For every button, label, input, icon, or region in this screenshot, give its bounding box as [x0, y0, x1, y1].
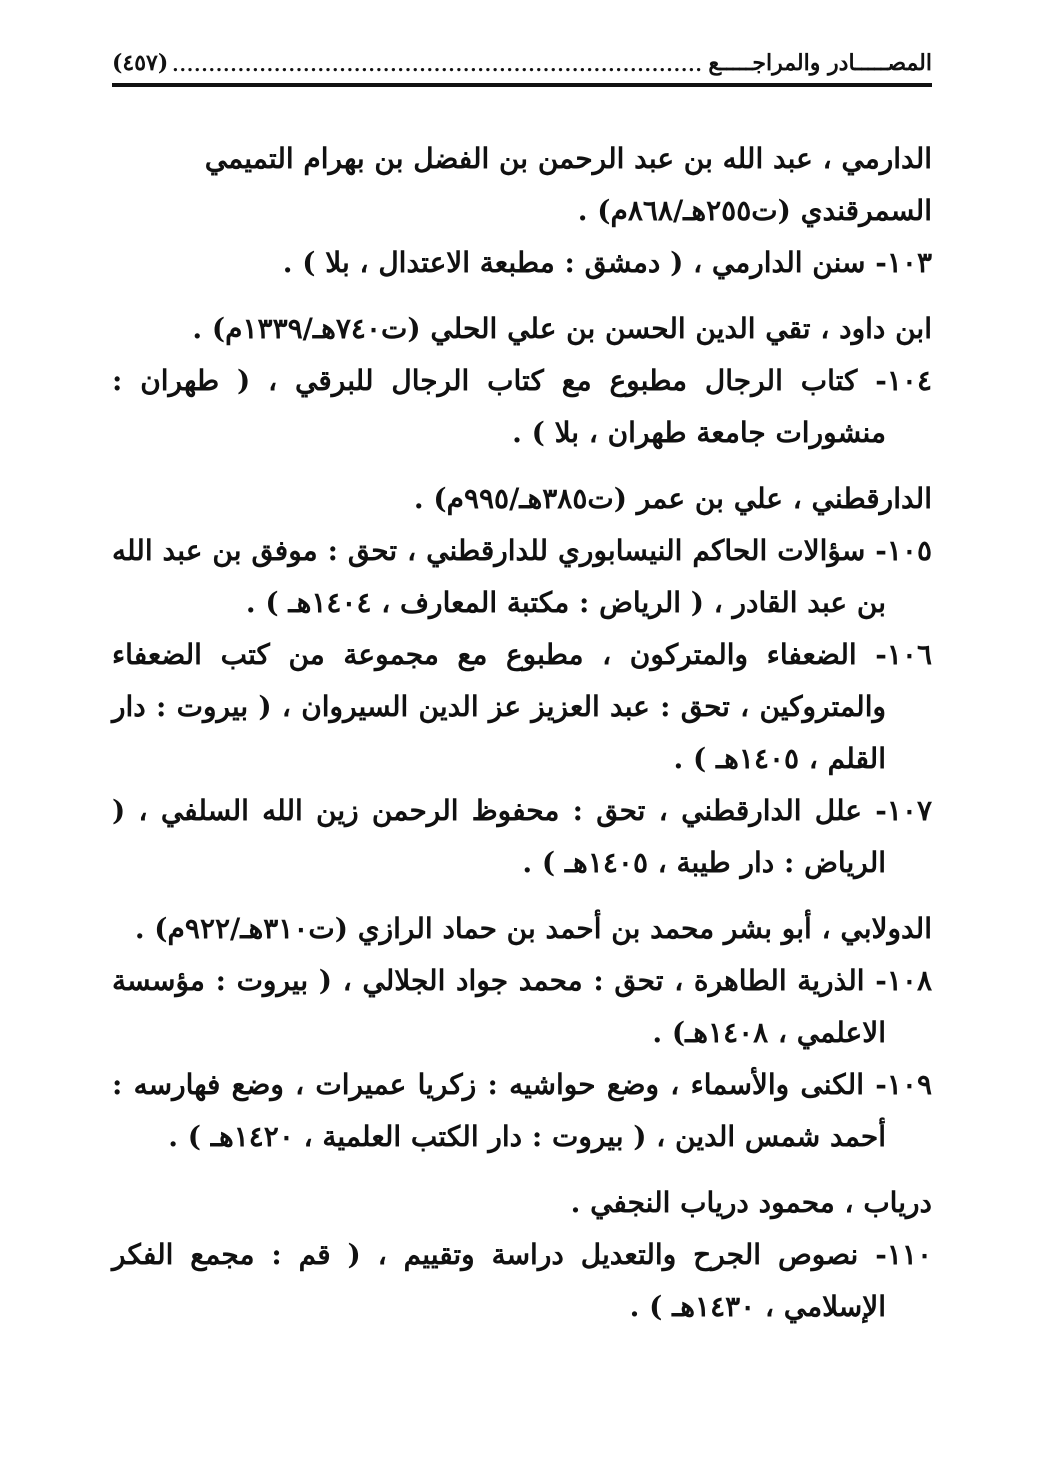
bibliography-entry: ١٠٦- الضعفاء والمتركون ، مطبوع مع مجموعة من كتب الضعفاء والمتروكين ، تحق : عبد العزيز عز الدين السيروان ، ( بيروت : دار القلم ، ١٤٠٥هـ ) .: [112, 638, 932, 775]
bibliography-entry: ١٠٨- الذرية الطاهرة ، تحق : محمد جواد الجلالي ، ( بيروت : مؤسسة الاعلمي ، ١٤٠٨هـ) .: [112, 964, 932, 1049]
bibliography-entry: ١٠٣- سنن الدارمي ، ( دمشق : مطبعة الاعتدال ، بلا ) .: [282, 246, 932, 279]
header-rule: [112, 83, 932, 87]
header-leader-dots: [172, 55, 704, 80]
author-block: [112, 1177, 932, 1333]
header-title: المصـــــادر والمراجـــــع: [708, 50, 932, 76]
author-block: [112, 903, 932, 1163]
running-header: [112, 40, 932, 80]
author-heading: الدولابي ، أبو بشر محمد بن أحمد بن حماد الرازي (ت٣١٠هـ/٩٢٢م) .: [134, 912, 932, 945]
author-heading: الدارمي ، عبد الله بن عبد الرحمن بن الفضل بن بهرام التميمي السمرقندي (ت٢٥٥هـ/٨٦٨م) .: [204, 142, 932, 227]
author-block: [112, 473, 932, 889]
author-heading: ابن داود ، تقي الدين الحسن بن علي الحلي (ت٧٤٠هـ/١٣٣٩م) .: [192, 312, 932, 345]
author-block: [112, 133, 932, 289]
page-number: (٤٥٧): [112, 50, 169, 76]
bibliography: [112, 133, 932, 1333]
bibliography-entry: ١٠٩- الكنى والأسماء ، وضع حواشيه : زكريا عميرات ، وضع فهارسه : أحمد شمس الدين ، ( بيروت : دار الكتب العلمية ، ١٤٢٠هـ ) .: [112, 1068, 932, 1153]
bibliography-entry: ١١٠- نصوص الجرح والتعديل دراسة وتقييم ، ( قم : مجمع الفكر الإسلامي ، ١٤٣٠هـ ) .: [112, 1238, 932, 1323]
author-heading: درياب ، محمود درياب النجفي .: [570, 1186, 932, 1219]
bibliography-entry: ١٠٧- علل الدارقطني ، تحق : محفوظ الرحمن زين الله السلفي ، ( الرياض : دار طيبة ، ١٤٠٥هـ ) .: [112, 794, 932, 879]
bibliography-entry: ١٠٥- سؤالات الحاكم النيسابوري للدارقطني ، تحق : موفق بن عبد الله بن عبد القادر ، ( الرياض : مكتبة المعارف ، ١٤٠٤هـ ) .: [112, 534, 932, 619]
author-heading: الدارقطني ، علي بن عمر (ت٣٨٥هـ/٩٩٥م) .: [413, 482, 932, 515]
bibliography-entry: ١٠٤- كتاب الرجال مطبوع مع كتاب الرجال للبرقي ، ( طهران : منشورات جامعة طهران ، بلا ) .: [112, 364, 932, 449]
author-block: [112, 303, 932, 459]
